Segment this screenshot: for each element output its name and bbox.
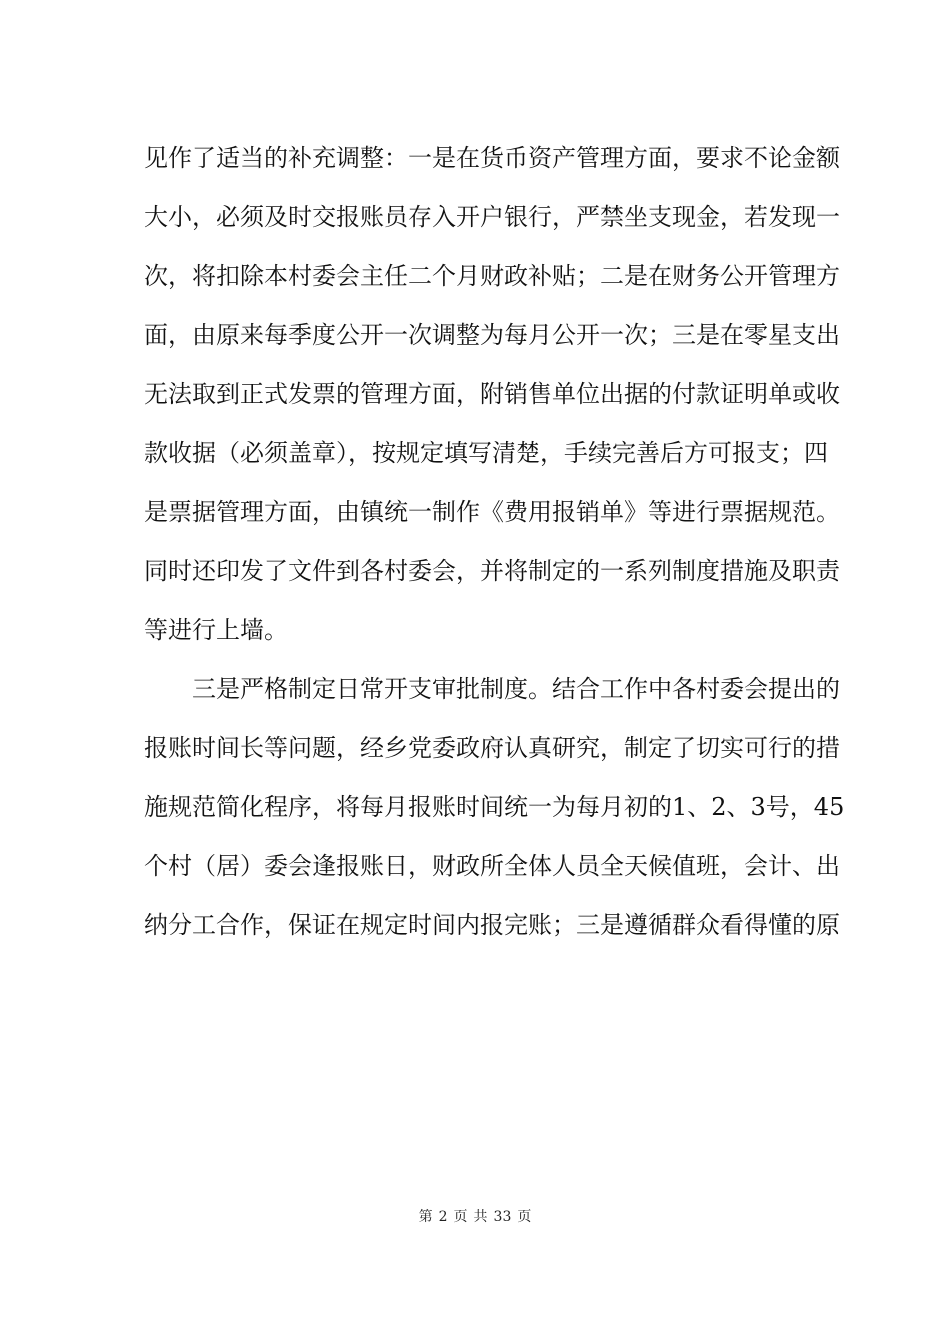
page-number: 2 xyxy=(438,1209,448,1225)
document-body xyxy=(144,133,844,959)
text-line: 款收据（必须盖章），按规定填写清楚，手续完善后方可报支；四 xyxy=(144,439,828,467)
paragraph-2 xyxy=(144,664,844,959)
footer-suffix: 页 xyxy=(517,1209,532,1225)
text-line: 施规范简化程序，将每月报账时间统一为每月初的1、2、3号，45 xyxy=(144,793,845,821)
footer-total-word: 共 xyxy=(473,1209,488,1225)
page-footer xyxy=(0,1207,950,1227)
text-line: 是票据管理方面，由镇统一制作《费用报销单》等进行票据规范。 xyxy=(144,498,840,526)
text-line: 次，将扣除本村委会主任二个月财政补贴；二是在财务公开管理方 xyxy=(144,262,840,290)
text-line: 等进行上墙。 xyxy=(144,616,288,644)
footer-prefix: 第 xyxy=(418,1209,433,1225)
text-line: 同时还印发了文件到各村委会，并将制定的一系列制度措施及职责 xyxy=(144,557,840,585)
paragraph-1 xyxy=(144,133,844,664)
text-line: 大小，必须及时交报账员存入开户银行，严禁坐支现金，若发现一 xyxy=(144,203,840,231)
total-pages: 33 xyxy=(493,1209,512,1225)
text-line: 纳分工合作，保证在规定时间内报完账；三是遵循群众看得懂的原 xyxy=(144,911,840,939)
text-line: 无法取到正式发票的管理方面，附销售单位出据的付款证明单或收 xyxy=(144,380,840,408)
text-line: 三是严格制定日常开支审批制度。结合工作中各村委会提出的 xyxy=(192,675,840,703)
text-line: 个村（居）委会逢报账日，财政所全体人员全天候值班，会计、出 xyxy=(144,852,840,880)
text-line: 见作了适当的补充调整：一是在货币资产管理方面，要求不论金额 xyxy=(144,144,840,172)
footer-page-word: 页 xyxy=(453,1209,468,1225)
text-line: 面，由原来每季度公开一次调整为每月公开一次；三是在零星支出 xyxy=(144,321,840,349)
text-line: 报账时间长等问题，经乡党委政府认真研究，制定了切实可行的措 xyxy=(144,734,840,762)
